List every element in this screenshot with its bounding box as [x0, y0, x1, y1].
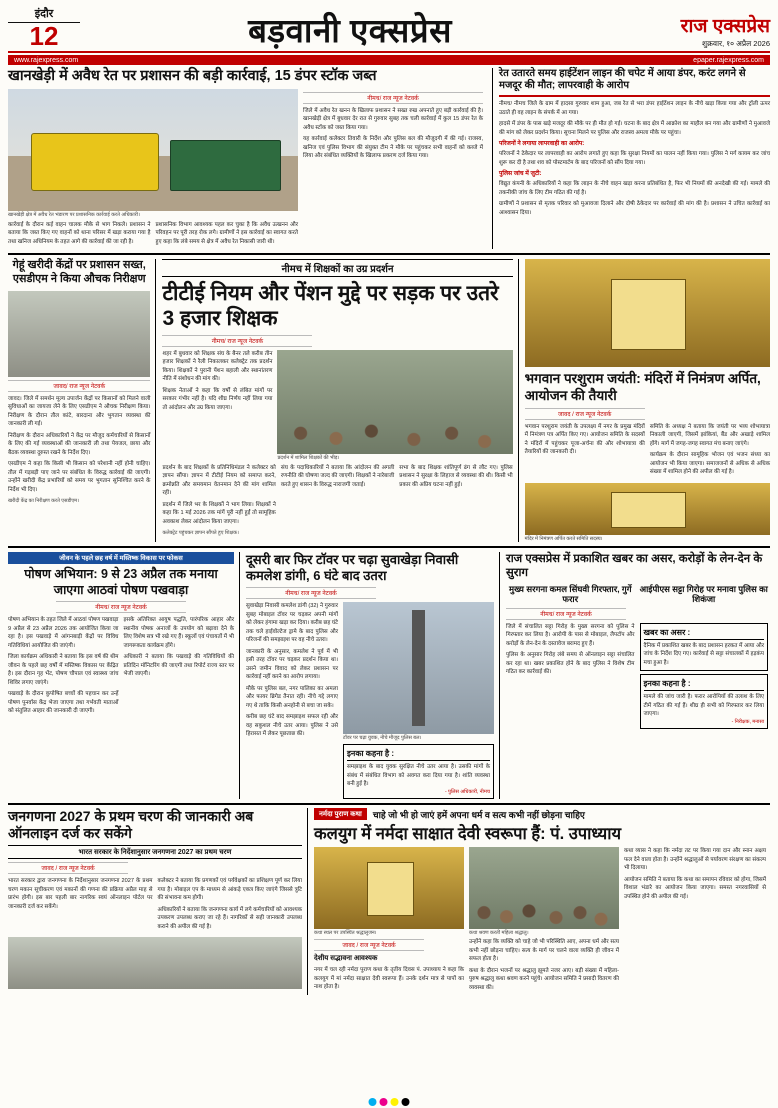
lower-left-para-2: जिला कार्यक्रम अधिकारी ने बताया कि इस वर्ष की थीम जीवन के पहले छह वर्षों में मस्तिष्क विकास पर केंद्रित है। इस दौरान गृह भेंट, पोषण चौपाल एवं स्वास्थ्य जांच शिविर लगाए जाएंगे।	[8, 654, 119, 686]
lead-byline: नीमच/ राज न्यूज नेटवर्क	[303, 92, 483, 104]
masthead-brand	[620, 17, 770, 49]
bottom-right-photo-right	[469, 847, 619, 929]
lead-para-2: यह कार्रवाई कलेक्टर तिवारी के निर्देश और पुलिस बल की मौजूदगी में की गई। राजस्व, खनिज एवं पुलिस विभाग की संयुक्त टीम ने मौके पर पहुंचकर सभी वाहनों को कब्जे में लिया और संबंधित व्यक्तियों के खिलाफ प्रकरण दर्ज किया गया।	[303, 136, 483, 160]
top-right-para-1: हादसे में डंपर के पास खड़े मजदूर की मौके पर ही मौत हो गई। घटना के बाद क्षेत्र में आक्रोश का माहौल बन गया और ग्रामीणों ने मुआवजे की मांग को लेकर प्रदर्शन किया। सूचना मिलने पर पुलिस और राजस्व अमला मौके पर पहुंचा।	[499, 121, 770, 136]
lower-center-para-4: करीब छह घंटे बाद समझाइश सफल रही और वह सकुशल नीचे उतर आया। पुलिस ने उसे हिरासत में लेकर पूछताछ की।	[246, 714, 338, 738]
lower-center-para-2: जानकारी के अनुसार, कमलेश ने पूर्व में भी इसी तरह टॉवर पर चढ़कर प्रदर्शन किया था। उसने जमीन विवाद को लेकर प्रशासन पर कार्रवाई नहीं करने का आरोप लगाया।	[246, 648, 338, 681]
publication-date: शुक्रवार, १० अप्रैल 2026	[702, 39, 770, 48]
top-right-more-2: ग्रामीणों ने प्रशासन से मृतक परिवार को मुआवजा दिलाने और दोषी ठेकेदार पर कार्रवाई की मांग की है। प्रशासन ने उचित कार्रवाई का आश्वासन दिया।	[499, 201, 770, 216]
lower-center-article	[246, 552, 500, 799]
lower-center-photo	[343, 602, 494, 734]
mid-left-para-2: निरीक्षण के दौरान अधिकारियों ने केंद्र पर मौजूद कर्मचारियों से किसानों के लिए की गई व्यवस्थाओं की जानकारी ली तथा पेयजल, छाया और बैठक व्यवस्था दुरुस्त रखने के निर्देश दिए।	[8, 432, 151, 456]
lower-right-subhead-right: आईपीएस सट्टा गिरोह पर मनावा पुलिस का शिकंजा	[639, 583, 768, 605]
lower-left-headline: पोषण अभियान: 9 से 23 अप्रैल तक मनाया जाएगा आठवां पोषण पखवाड़ा	[24, 566, 218, 597]
lead-para-1: जिले में अवैध रेत खनन के खिलाफ प्रशासन ने सख्त रुख अपनाते हुए बड़ी कार्रवाई की है। खानखेड़ी क्षेत्र में बुधवार देर रात से गुरुवार सुबह तक चली कार्रवाई में कुल 15 डंपर रेत के अवैध स्टॉक को जब्त किया गया।	[303, 107, 483, 131]
brand-logo: राज एक्सप्रेस	[680, 16, 770, 37]
lower-left-kicker: जीवन के पहले छह वर्ष में मस्तिष्क विकास पर फोकस	[8, 552, 234, 564]
bottom-left-para-3: अधिकारियों ने बताया कि जनगणना कार्य में लगे कर्मचारियों को आवश्यक उपकरण उपलब्ध कराए जा रहे हैं। नागरिकों से सही जानकारी उपलब्ध कराने की अपील की गई है।	[157, 906, 302, 930]
lower-left-para-3: पखवाड़े के दौरान कुपोषित बच्चों की पहचान कर उन्हें पोषण पुनर्वास केंद्र भेजा जाएगा तथा गर्भवती माताओं को संतुलित आहार की जानकारी दी जाएगी।	[8, 691, 119, 715]
lower-center-para-1: सुवाखेड़ा निवासी कमलेश डांगी (32) ने गुरुवार सुबह मोबाइल टॉवर पर चढ़कर अपनी मांगों को लेकर हंगामा खड़ा कर दिया। करीब छह घंटे तक चले हाईवोल्टेज ड्रामे के बाद पुलिस और परिजनों की समझाइश पर वह नीचे उतरा।	[246, 603, 338, 644]
lower-right-para-1: जिले में संचालित सट्टा गिरोह के मुख्य सरगना को पुलिस ने गिरफ्तार कर लिया है। आरोपी के पास से मोबाइल, लैपटॉप और करोड़ों के लेन-देन के दस्तावेज बरामद हुए हैं।	[506, 623, 635, 647]
lead-headline: खानखेड़ी में अवैध रेत पर प्रशासन की बड़ी कार्रवाई, 15 डंपर स्टॉक जब्त	[8, 68, 377, 84]
epaper-url[interactable]: epaper.rajexpress.com	[693, 56, 764, 64]
edition-city: इंदौर	[8, 6, 80, 23]
mid-left-article	[8, 259, 156, 542]
bottom-left-headline: जनगणना 2027 के प्रथम चरण की जानकारी अब ऑनलाइन दर्ज कर सकेंगे	[8, 807, 254, 841]
bottom-right-article	[314, 808, 766, 995]
bottom-right-headline: कलयुग में नर्मदा साक्षात देवी स्वरूपा हैं: पं. उपाध्याय	[314, 824, 622, 843]
bottom-left-photo	[8, 937, 302, 989]
lower-right-box-sign: - निरीक्षक, मनासा	[731, 718, 764, 725]
mid-right-photo-top	[525, 259, 770, 367]
lead-para-4: प्रशासनिक विभाग आवश्यक पहल कर चुका है कि अवैध उत्खनन और परिवहन पर पूरी तरह रोक लगे। ग्रामीणों ने इस कार्रवाई का स्वागत करते हुए कहा कि लंबे समय से क्षेत्र में अवैध रेत निकासी जारी थी।	[155, 221, 298, 245]
lower-left-article	[8, 552, 240, 799]
masthead	[8, 6, 770, 53]
lower-center-quote-box	[343, 744, 494, 799]
lower-left-para-1: पोषण अभियान के तहत जिले में आठवां पोषण पखवाड़ा 9 अप्रैल से 23 अप्रैल 2026 तक आयोजित किया जा रहा है। इस पखवाड़े में आंगनबाड़ी केंद्रों पर विविध गतिविधियां आयोजित की जाएंगी।	[8, 617, 119, 649]
mid-right-photo-bottom	[525, 483, 770, 535]
mid-center-caption-right: प्रदर्शन में शामिल शिक्षकों की भीड़।	[277, 454, 340, 461]
top-right-subhead-2: पुलिस जांच में जुटी:	[499, 171, 542, 178]
mid-left-byline: जावद/ राज न्यूज नेटवर्क	[8, 380, 150, 392]
mid-center-para-2: शिक्षक नेताओं ने कहा कि वर्षों से लंबित मांगों पर सरकार गंभीर नहीं है। यदि शीघ्र निर्णय नहीं लिया गया तो आंदोलन और उग्र किया जाएगा।	[162, 387, 273, 411]
bottom-right-para-5: आयोजन समिति ने बताया कि कथा का समापन रविवार को होगा, जिसमें विशाल भंडारे का आयोजन किया जाएगा। समस्त नगरवासियों से उपस्थित होने की अपील की गई।	[624, 876, 767, 900]
top-right-subhead-1: परिजनों ने लगाया लापरवाही का आरोप:	[499, 141, 585, 147]
lower-center-box-sign: - पुलिस अधिकारी, नीमच	[444, 788, 490, 795]
masthead-title	[80, 14, 620, 49]
lower-right-box-text: मामले की जांच जारी है। फरार आरोपियों की तलाश के लिए टीमें गठित की गई हैं। शीघ्र ही सभी को गिरफ्तार कर लिया जाएगा।	[643, 694, 764, 718]
mid-left-caption: खरीदी केंद्र का निरीक्षण करते एसडीएम।	[8, 498, 80, 505]
mid-right-para-3: कार्यक्रम के दौरान सामूहिक भोजन एवं भजन संध्या का आयोजन भी किया जाएगा। समाजजनों से अधिक से अधिक संख्या में शामिल होने की अपील की गई है।	[649, 452, 770, 476]
mid-center-para-6: सभा के बाद शिक्षक शांतिपूर्ण ढंग से लौट गए। पुलिस प्रशासन ने सुरक्षा के लिहाज से व्यवस्था की थी। किसी भी प्रकार की अप्रिय घटना नहीं हुई।	[399, 464, 513, 488]
bottom-right-photo-left	[314, 847, 464, 929]
lead-article	[8, 68, 486, 249]
bottom-left-byline: जावद / राज न्यूज नेटवर्क	[8, 862, 128, 874]
lead-photo	[8, 89, 298, 211]
bottom-right-para-2: उन्होंने कहा कि व्यक्ति को चाहे जो भी परिस्थिति आए, अपना धर्म और सत्य कभी नहीं छोड़ना चाहिए। सत्य के मार्ग पर चलने वाला व्यक्ति ही जीवन में सफल होता है।	[469, 939, 619, 963]
bottom-right-para-1: नगर में चल रही नर्मदा पुराण कथा के तृतीय दिवस पं. उपाध्याय ने कहा कि कलयुग में मां नर्मदा साक्षात देवी स्वरूपा हैं। उनके दर्शन मात्र से पापों का नाश होता है।	[314, 967, 464, 991]
mid-right-headline: भगवान परशुराम जयंती: मंदिरों में निमंत्रण अर्पित, आयोजन की तैयारी	[524, 371, 761, 404]
edition-box	[8, 6, 80, 49]
top-right-byline: नीमच/ नीमच जिले के ग्राम में हादसा गुरुवार शाम हुआ, जब रेत से भरा डंपर हाईटेंशन लाइन के नीचे खड़ा किया गया और ट्रॉली ऊपर उठाते ही वह लाइन के संपर्क में आ गया।	[499, 101, 770, 116]
mid-left-photo	[8, 291, 150, 377]
mid-center-para-4: प्रदर्शन में जिले भर के शिक्षकों ने भाग लिया। शिक्षकों ने कहा कि 1 मई 2026 तक मांगें पूरी नहीं हुईं तो सामूहिक अवकाश लेकर आंदोलन किया जाएगा।	[162, 501, 276, 525]
lower-band	[8, 546, 770, 799]
bottom-right-kicker: नर्मदा पुराण कथा	[314, 808, 367, 820]
mid-center-photo	[277, 350, 512, 454]
lower-left-para-4: इसके अतिरिक्त आयुष पद्धति, पारंपरिक आहार और स्थानीय पोषक अनाजों के उपयोग को बढ़ावा देने के लिए विशेष सत्र भी रखे गए हैं। स्कूलों एवं पंचायतों में भी जागरूकता कार्यक्रम होंगे।	[123, 617, 234, 649]
mid-left-para-1: जावद। जिले में समर्थन मूल्य उपार्जन केंद्रों पर किसानों को मिलने वाली सुविधाओं का जायजा लेने के लिए एसडीएम ने औचक निरीक्षण किया। निरीक्षण के दौरान तौल कांटे, बारदाना और भुगतान व्यवस्था की जानकारी ली गई।	[8, 395, 151, 428]
mid-center-headline: टीटीई नियम और पेंशन मुद्दे पर सड़क पर उतरे 3 हजार शिक्षक	[162, 282, 499, 331]
top-right-article	[492, 68, 770, 249]
lead-para-3: कार्रवाई के दौरान कई वाहन चालक मौके से भाग निकले। प्रशासन ने बताया कि जब्त किए गए वाहनों को थाना परिसर में खड़ा कराया गया है तथा खनिज अधिनियम के तहत आगे की कार्रवाई की जा रही है।	[8, 221, 151, 245]
top-right-para-2: परिजनों ने ठेकेदार पर लापरवाही का आरोप लगाते हुए कहा कि सुरक्षा नियमों का पालन नहीं किया गया। पुलिस ने मर्ग कायम कर जांच शुरू कर दी है तथा शव को पोस्टमार्टम के बाद परिजनों को सौंप दिया गया।	[499, 151, 770, 166]
bottom-right-para-3: कथा के दौरान भजनों पर श्रद्धालु झूमते नजर आए। बड़ी संख्या में महिला-पुरुष श्रद्धालु कथा श्रवण करने पहुंचे। आयोजन समिति ने प्रसादी वितरण की व्यवस्था की।	[469, 967, 619, 991]
bottom-right-byline: जावद / राज न्यूज नेटवर्क	[314, 939, 424, 951]
top-band	[8, 68, 770, 249]
bottom-right-subhead: देशीय सद्भावना आवश्यक	[314, 955, 378, 963]
lower-center-para-3: मौके पर पुलिस बल, नगर पालिका का अमला और फायर ब्रिगेड तैनात रही। नीचे गद्दे लगाए गए थे ताकि किसी अनहोनी से बचा जा सके।	[246, 685, 338, 709]
lower-right-article	[506, 552, 768, 799]
newspaper-name: बड़वानी एक्सप्रेस	[248, 12, 452, 50]
bottom-left-note: भारत सरकार के निर्देशानुसार जनगणना 2027 का प्रथम चरण	[8, 845, 302, 859]
mid-center-kicker: नीमच में शिक्षकों का उग्र प्रदर्शन	[162, 259, 512, 277]
mid-center-para-1: शहर में बुधवार को शिक्षक संघ के बैनर तले करीब तीन हजार शिक्षकों ने रैली निकालकर कलेक्ट्रेट तक प्रदर्शन किया। शिक्षकों ने पुरानी पेंशन बहाली और स्थानांतरण नीति में संशोधन की मांग की।	[162, 350, 273, 383]
mid-right-para-2: समिति के अध्यक्ष ने बताया कि जयंती पर भव्य शोभायात्रा निकाली जाएगी, जिसमें झांकियां, बैंड और अखाड़े शामिल होंगे। मार्ग में जगह-जगह स्वागत मंच बनाए जाएंगे।	[649, 423, 770, 447]
mid-band	[8, 253, 770, 542]
bottom-left-para-1: भारत सरकार द्वारा जनगणना के निर्देशानुसार जनगणना 2027 के प्रथम चरण मकान सूचीकरण एवं मकानों की गणना की प्रक्रिया अप्रैल माह से प्रारंभ होगी। इस बार पहली बार नागरिक स्वयं ऑनलाइन पोर्टल पर जानकारी दर्ज कर सकेंगे।	[8, 878, 153, 910]
bottom-band	[8, 803, 770, 995]
lower-right-byline: नीमच/ राज न्यूज नेटवर्क	[506, 608, 626, 620]
cmyk-registration-marks	[369, 1098, 410, 1106]
lower-right-box-head: इनका कहना है :	[644, 678, 765, 691]
lower-right-effect-head: खबर का असर :	[644, 627, 765, 640]
bottom-right-caption-left: कथा स्थल पर उपस्थित श्रद्धालुजन।	[314, 930, 377, 937]
mid-center-para-5: संघ के पदाधिकारियों ने बताया कि आंदोलन की अगली रणनीति की घोषणा जल्द की जाएगी। शिक्षकों ने नारेबाजी करते हुए शासन के विरुद्ध नाराजगी जताई।	[280, 464, 395, 488]
mid-right-byline: जावद / राज न्यूज नेटवर्क	[525, 408, 645, 420]
mid-center-para-3: प्रदर्शन के बाद शिक्षकों के प्रतिनिधिमंडल ने कलेक्टर को ज्ञापन सौंपा। ज्ञापन में टीटीई नियम को समाप्त करने, क्रमोन्नति और समयमान वेतनमान देने की मांग शामिल रही।	[162, 464, 276, 497]
masthead-strip	[8, 55, 770, 65]
mid-right-caption: मंदिर में निमंत्रण अर्पित करते समिति सदस्य।	[524, 535, 603, 542]
lower-left-para-5: अधिकारी ने बताया कि पखवाड़े की गतिविधियों की प्रतिदिन मॉनिटरिंग की जाएगी तथा रिपोर्ट राज्य स्तर पर भेजी जाएगी।	[123, 654, 234, 678]
lower-center-box-head: इनका कहना है :	[347, 748, 490, 761]
mid-left-headline: गेहूं खरीदी केंद्रों पर प्रशासन सख्त, एसडीएम ने किया औचक निरीक्षण	[12, 259, 146, 285]
lower-right-quote-box	[640, 674, 769, 729]
mid-right-article	[525, 259, 770, 542]
lower-right-effect-text: दैनिक में प्रकाशित खबर के बाद प्रशासन हरकत में आया और जांच के निर्देश दिए गए। कार्रवाई से सट्टा संचालकों में हड़कंप मचा हुआ है।	[643, 642, 764, 666]
mid-left-para-3: एसडीएम ने कहा कि किसी भी किसान को परेशानी नहीं होनी चाहिए। तौल में गड़बड़ी पाए जाने पर संबंधित के विरुद्ध कार्रवाई की जाएगी। उन्होंने खरीदी केंद्र प्रभारियों को समय पर भुगतान सुनिश्चित करने के निर्देश भी दिए।	[8, 461, 151, 493]
mid-right-para-1: भगवान परशुराम जयंती के उपलक्ष्य में नगर के प्रमुख मंदिरों में निमंत्रण पत्र अर्पित किए गए। आयोजन समिति के सदस्यों ने मंदिरों में पहुंचकर पूजा-अर्चना की और शोभायात्रा की तैयारियों की जानकारी दी।	[524, 423, 645, 456]
mid-center-article	[162, 259, 518, 542]
lead-photo-caption: खानखेड़ी क्षेत्र में अवैध रेत भंडारण पर प्रशासनिक कार्रवाई करते अधिकारी।	[8, 211, 140, 218]
lower-center-caption: टॉवर पर चढ़ा युवक, नीचे मौजूद पुलिस बल।	[343, 735, 422, 742]
bottom-left-article	[8, 808, 308, 995]
mid-center-byline: नीमच/ राज न्यूज नेटवर्क	[162, 335, 312, 347]
bottom-right-caption-right: कथा श्रवण करतीं महिला श्रद्धालु।	[469, 930, 529, 937]
lower-right-para-2: पुलिस के अनुसार गिरोह लंबे समय से ऑनलाइन सट्टा संचालित कर रहा था। खबर प्रकाशित होने के बाद पुलिस ने विशेष टीम गठित कर कार्रवाई की।	[506, 652, 635, 676]
bottom-right-strapline: चाहे जो भी हो जाएं हमें अपना धर्म व सत्य कभी नहीं छोड़ना चाहिए	[372, 809, 585, 820]
lower-center-byline: नीमच/ राज न्यूज नेटवर्क	[246, 587, 376, 599]
lower-center-box-text: समझाइश के बाद युवक सुरक्षित नीचे उतर आया है। उसकी मांगों के संबंध में संबंधित विभाग को अवगत करा दिया गया है। शांति व्यवस्था बनी हुई है।	[347, 764, 490, 788]
lower-right-headline: राज एक्सप्रेस में प्रकाशित खबर का असर, करोड़ों के लेन-देन के सुराग	[506, 552, 763, 580]
bottom-left-para-2: कलेक्टर ने बताया कि प्रगणकों एवं पर्यवेक्षकों का प्रशिक्षण पूर्ण कर लिया गया है। मोबाइल एप के माध्यम से आंकड़े एकत्र किए जाएंगे जिससे त्रुटि की संभावना कम होगी।	[157, 878, 302, 902]
lower-left-byline: नीमच/ राज न्यूज नेटवर्क	[56, 601, 186, 613]
website-url[interactable]: www.rajexpress.com	[14, 56, 79, 64]
bottom-right-para-4: कथा व्यास ने कहा कि नर्मदा तट पर किया गया दान और स्नान अक्षय फल देने वाला होता है। उन्होंने श्रद्धालुओं से पर्यावरण संरक्षण का संकल्प भी दिलाया।	[624, 848, 766, 872]
lower-right-subhead-left: मुख्य सरगना कमल सिंघवी गिरफ्तार, गुर्गे फरार	[509, 583, 632, 605]
top-right-headline: रेत उतारते समय हाईटेंशन लाइन की चपेट में आया डंपर, करंट लगने से मजदूर की मौत; लापरवाही के आरोप	[499, 68, 746, 91]
mid-center-caption-left: कलेक्ट्रेट पहुंचकर ज्ञापन सौंपते हुए शिक्षक।	[162, 530, 239, 537]
lower-right-effect-box	[640, 623, 769, 672]
lower-center-headline: दूसरी बार फिर टॉवर पर चढ़ा सुवाखेड़ा निवासी कमलेश डांगी, 6 घंटे बाद उतरा	[246, 551, 459, 584]
page-number: 12	[29, 21, 59, 51]
top-right-more-1: विद्युत कंपनी के अधिकारियों ने कहा कि लाइन के नीचे वाहन खड़ा करना प्रतिबंधित है, फिर भी नियमों की अनदेखी की गई। मामले की तकनीकी जांच के लिए टीम गठित की गई है।	[499, 181, 770, 196]
